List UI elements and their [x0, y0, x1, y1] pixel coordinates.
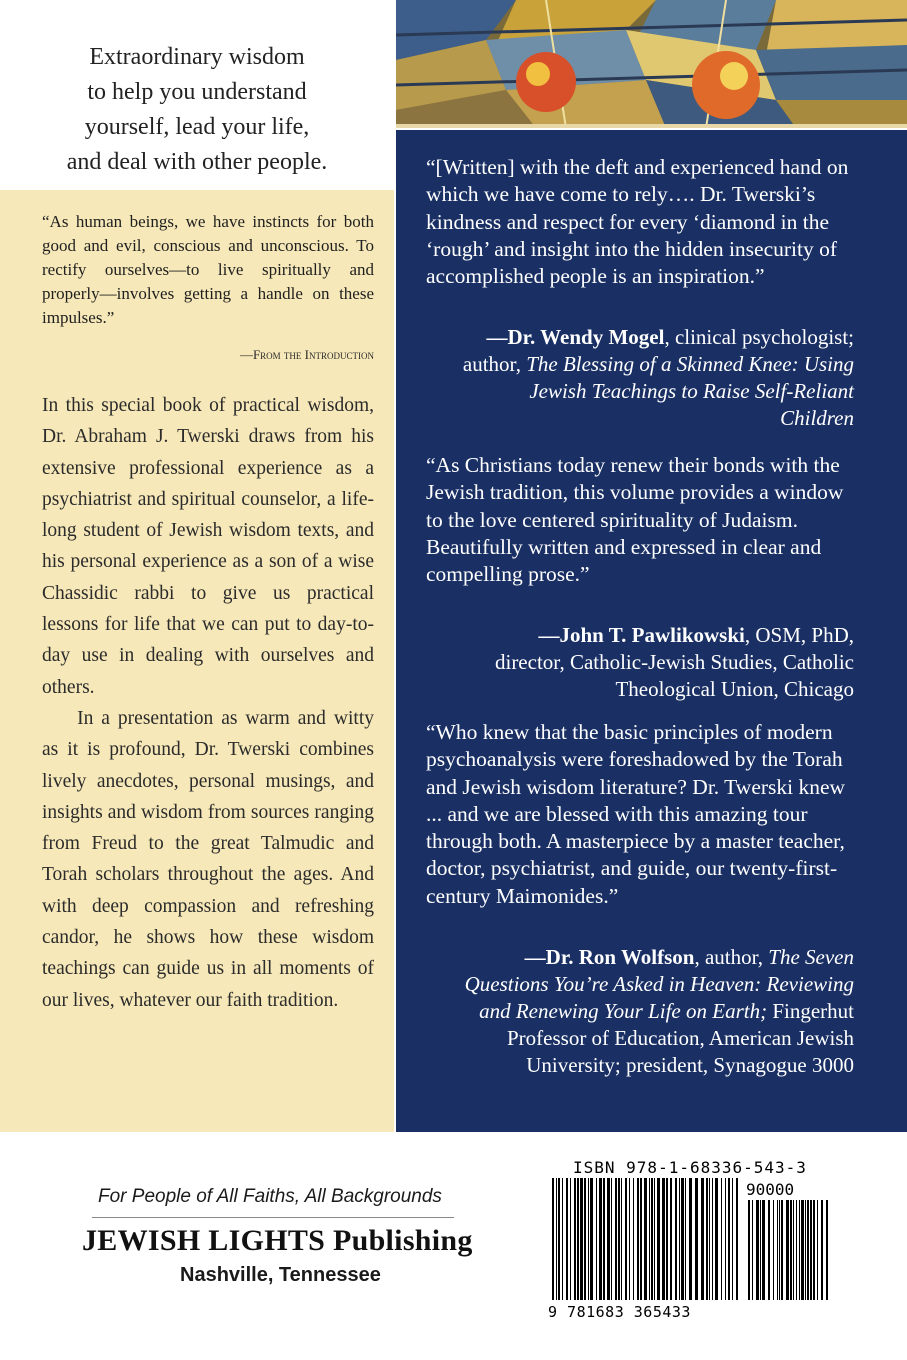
barcode-bar: [556, 1178, 557, 1300]
cover-painting: [396, 0, 907, 128]
barcode-bar: [773, 1200, 774, 1300]
endorsement-quote: “Who knew that the basic principles of modern psychoanalysis were foreshadowed by the Torah and Jewish wisdom literature? Dr. Twerski knew ... and we are blessed with this amazing tour through both. A masterpiece by a master teacher, doctor, psychiatrist, and guide, our twenty-first-century Maimonides.”: [426, 720, 846, 908]
endorser-affiliation: Fingerhut Professor of Education, American Jewish University; president, Synagogue 3000: [506, 999, 854, 1077]
barcode-bar: [675, 1178, 677, 1300]
barcode-bar: [801, 1200, 804, 1300]
barcode-bar: [577, 1178, 579, 1300]
barcode-bar: [584, 1178, 586, 1300]
barcode-bar: [752, 1200, 753, 1300]
barcode-bar: [670, 1178, 672, 1300]
barcode-bar: [715, 1178, 718, 1300]
barcode-bar: [805, 1200, 806, 1300]
barcode-number: 9 781683 365433: [548, 1303, 691, 1321]
barcode-bar: [725, 1178, 726, 1300]
barcode-bar: [826, 1200, 828, 1300]
endorser-name: —Dr. Wendy Mogel: [486, 325, 665, 349]
barcode-bar: [721, 1178, 722, 1300]
barcode-bar: [799, 1200, 800, 1300]
barcode-bar: [779, 1200, 780, 1300]
barcode-bar: [618, 1178, 620, 1300]
barcode-bar: [689, 1178, 692, 1300]
barcode-bar: [728, 1178, 730, 1300]
barcode-bar: [621, 1178, 622, 1300]
barcode-bar: [596, 1178, 597, 1300]
barcode-bar: [666, 1178, 668, 1300]
barcode-bar: [748, 1200, 750, 1300]
barcode-bar: [790, 1200, 792, 1300]
publisher-city: Nashville, Tennessee: [180, 1264, 381, 1286]
barcode-bar: [644, 1178, 647, 1300]
barcode-bar: [762, 1200, 765, 1300]
barcode-bar: [685, 1178, 686, 1300]
barcode-bar: [574, 1178, 576, 1300]
barcode-bar: [570, 1178, 571, 1300]
barcode-bar: [633, 1178, 634, 1300]
barcode-bar: [695, 1178, 698, 1300]
barcode-bar: [781, 1200, 783, 1300]
endorsement-quote: “As Christians today renew their bonds with the Jewish tradition, this volume provides a window to the love centered spirituality of Judaism. Beautifully written and expressed in clear and compelling prose.”: [426, 453, 844, 587]
price-code: 90000: [746, 1180, 795, 1199]
barcode-bar: [590, 1178, 593, 1300]
isbn-label: ISBN 978-1-68336-543-3: [573, 1158, 807, 1177]
tagline-line: and deal with other people.: [66, 149, 328, 175]
barcode-bar: [566, 1178, 568, 1300]
barcode-bar: [657, 1178, 660, 1300]
barcode-bar: [588, 1178, 589, 1300]
tagline-line: yourself, lead your life,: [84, 114, 310, 140]
barcode-bar: [562, 1178, 563, 1300]
endorser-name: —John T. Pawlikowski: [538, 623, 745, 647]
description-paragraph: In this special book of practical wisdom, Dr. Abraham J. Twerski draws from his extensive professional experience as a psychiatrist and spiritual counselor, a life-long student of Jewish wisdom texts, and his personal experience as a son of a wise Chassidic rabbi to give us practical lessons for life that we can put to day-to-day use in dealing with ourselves and others.: [42, 395, 374, 698]
barcode-bar: [768, 1200, 770, 1300]
barcode-bar: [712, 1178, 713, 1300]
barcode-bar: [681, 1178, 684, 1300]
endorsement-attribution: [464, 622, 854, 703]
endorsement-attribution: [454, 944, 854, 1079]
barcode-bar: [558, 1178, 560, 1300]
endorser-role: , OSM, PhD, director, Catholic-Jewish Studies, Catholic Theological Union, Chicago: [494, 623, 854, 701]
publisher-name: JEWISH LIGHTS Publishing: [82, 1224, 473, 1257]
barcode-bar: [732, 1178, 733, 1300]
barcode-bar: [807, 1200, 809, 1300]
barcode: [548, 1178, 833, 1318]
barcode-bar: [599, 1178, 602, 1300]
tagline-line: to help you understand: [87, 79, 307, 105]
endorser-role: , author,: [694, 945, 769, 969]
endorser-work: The Seven Questions You’re Asked in Heaven: Reviewing and Renewing Your Life on Earth;: [464, 945, 854, 1023]
barcode-bar: [786, 1200, 789, 1300]
barcode-bar: [625, 1178, 627, 1300]
barcode-bar: [777, 1200, 778, 1300]
barcode-bar: [662, 1178, 665, 1300]
barcode-bar: [817, 1200, 818, 1300]
barcode-bar: [651, 1178, 653, 1300]
endorser-work: The Blessing of a Skinned Knee: Using Jewish Teachings to Raise Self-Reliant Children: [526, 352, 854, 430]
barcode-bar: [629, 1178, 630, 1300]
barcode-bar: [813, 1200, 815, 1300]
book-description: [42, 390, 374, 1016]
barcode-bar: [796, 1200, 797, 1300]
barcode-bar: [649, 1178, 650, 1300]
barcode-bar: [793, 1200, 794, 1300]
barcode-bar: [607, 1178, 610, 1300]
barcode-bar: [706, 1178, 708, 1300]
description-paragraph: In a presentation as warm and witty as it is profound, Dr. Twerski combines lively anecdotes, personal musings, and insights and wisdom from sources ranging from Freud to the great Talmudic and Torah scholars throughout the ages. And with deep compassion and refreshing candor, he shows how these wisdom teachings can guide us in all moments of our lives, whatever our faith tradition.: [42, 707, 374, 1011]
barcode-bar: [760, 1200, 761, 1300]
barcode-bar: [679, 1178, 680, 1300]
intro-quote: “As human beings, we have instincts for both good and evil, conscious and unconscious. To rectify ourselves—to live spiritually and properly—involves getting a handle on these impulses.”: [42, 212, 374, 327]
tagline: [0, 40, 394, 180]
barcode-bar: [810, 1200, 812, 1300]
barcode-bar: [615, 1178, 617, 1300]
barcode-bar: [580, 1178, 583, 1300]
barcode-bar: [709, 1178, 710, 1300]
barcode-bar: [611, 1178, 612, 1300]
barcode-bar: [637, 1178, 639, 1300]
endorser-name: —Dr. Ron Wolfson: [524, 945, 695, 969]
barcode-bar: [654, 1178, 655, 1300]
barcode-bar: [736, 1178, 738, 1300]
divider: [92, 1217, 454, 1218]
painting-illustration: [396, 0, 907, 128]
barcode-bar: [756, 1200, 759, 1300]
endorser-role: , clinical psychologist; author,: [462, 325, 854, 376]
tagline-line: Extraordinary wisdom: [89, 44, 305, 70]
endorsement-attribution: [454, 324, 854, 432]
endorsement-quote: “[Written] with the deft and experienced hand on which we have come to rely…. Dr. Twerski’s kindness and respect for every ‘diamond in the ‘rough’ and insight into the hidden insecurity of accomplished people is an inspiration.”: [426, 155, 849, 289]
barcode-bar: [701, 1178, 704, 1300]
barcode-bar: [552, 1178, 554, 1300]
barcode-bar: [821, 1200, 823, 1300]
barcode-bar: [640, 1178, 642, 1300]
barcode-bar: [603, 1178, 605, 1300]
intro-quote-source: —From the Introduction: [239, 347, 374, 362]
audience-line: For People of All Faiths, All Backgrounds: [98, 1186, 442, 1207]
